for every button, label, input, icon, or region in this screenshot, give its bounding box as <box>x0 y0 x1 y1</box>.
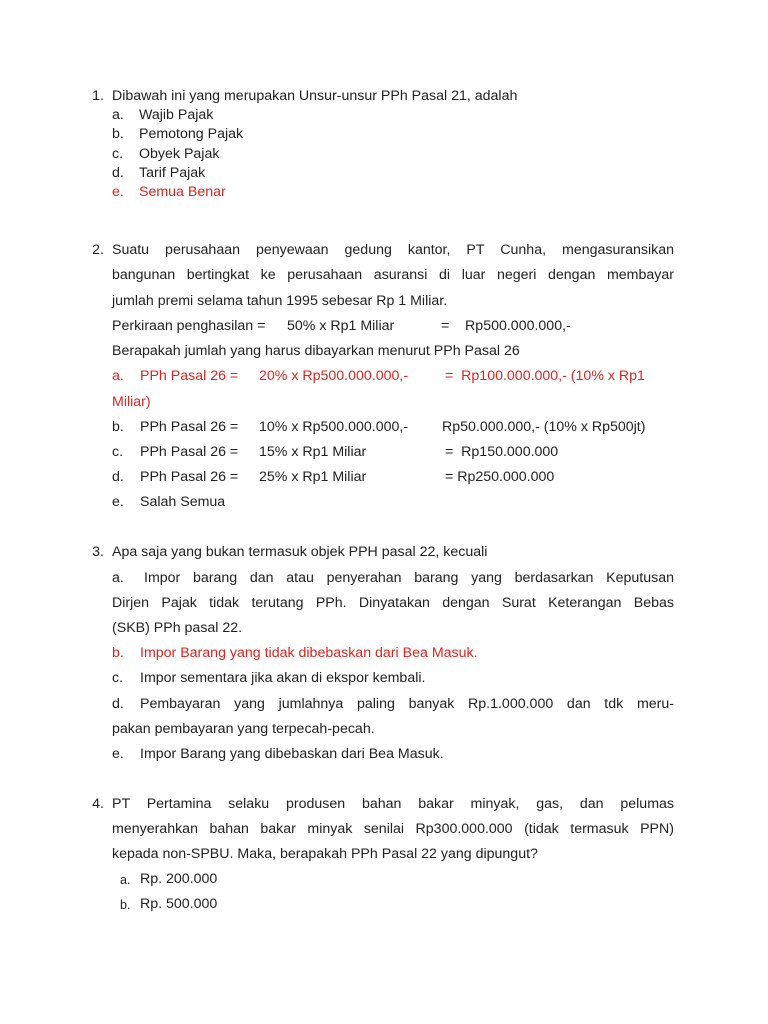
option-text-line: (SKB) PPh pasal 22. <box>112 620 243 636</box>
question-number: 1. <box>92 88 104 104</box>
option-label: PPh Pasal 26 = <box>140 444 239 460</box>
option-letter: a. <box>120 873 131 887</box>
option-text: Wajib Pajak <box>139 107 214 123</box>
option-formula: 25% x Rp1 Miliar <box>259 469 367 485</box>
option-formula: 20% x Rp500.000.000,- <box>259 368 409 384</box>
option-letter: d. <box>112 696 124 712</box>
option-result: = Rp100.000.000,- (10% x Rp1 <box>445 368 645 384</box>
option-result: = Rp250.000.000 <box>445 469 555 485</box>
option-letter: b. <box>112 126 124 142</box>
question-number: 3. <box>92 544 104 560</box>
option-letter: b. <box>120 898 131 912</box>
option-label: PPh Pasal 26 = <box>140 368 239 384</box>
option-letter: c. <box>112 444 124 460</box>
question-stem-line: menyerahkan bahan bakar minyak senilai Rp300.000.000 (tidak termasuk PPN) <box>112 821 674 837</box>
option-text: Rp. 500.000 <box>140 896 218 912</box>
correct-option-text: Semua Benar <box>139 184 226 200</box>
option-text: Rp. 200.000 <box>140 871 218 887</box>
estimate-result: = Rp500.000.000,- <box>441 318 571 334</box>
option-result: = Rp150.000.000 <box>445 444 559 460</box>
option-letter: d. <box>112 469 124 485</box>
option-letter: b. <box>112 419 124 435</box>
option-letter: c. <box>112 670 124 686</box>
question-number: 2. <box>92 242 104 258</box>
option-formula: 10% x Rp500.000.000,- <box>259 419 409 435</box>
option-continuation: Miliar) <box>112 394 151 410</box>
question-stem: Dibawah ini yang merupakan Unsur-unsur PPh Pasal 21, adalah <box>112 88 518 104</box>
option-text: Tarif Pajak <box>139 165 206 181</box>
option-letter: a. <box>112 570 124 586</box>
question-stem-line: kepada non-SPBU. Maka, berapakah PPh Pasal 22 yang dipungut? <box>112 846 538 862</box>
option-text: Impor sementara jika akan di ekspor kembali. <box>140 670 426 686</box>
question-stem-line: PT Pertamina selaku produsen bahan bakar minyak, gas, dan pelumas <box>112 796 674 812</box>
option-letter: c. <box>112 146 124 162</box>
option-text-line: Pembayaran yang jumlahnya paling banyak Rp.1.000.000 dan tdk meru- <box>140 696 674 712</box>
option-letter: d. <box>112 165 124 181</box>
option-text: Pemotong Pajak <box>139 126 244 142</box>
option-formula: 15% x Rp1 Miliar <box>259 444 367 460</box>
estimate-formula: 50% x Rp1 Miliar <box>287 318 395 334</box>
option-label: PPh Pasal 26 = <box>140 419 239 435</box>
correct-option-letter: b. <box>112 645 124 661</box>
question-stem: Apa saja yang bukan termasuk objek PPH pasal 22, kecuali <box>112 544 488 560</box>
question-stem-line: jumlah premi selama tahun 1995 sebesar Rp 1 Miliar. <box>112 293 448 309</box>
correct-option-text: Impor Barang yang tidak dibebaskan dari Bea Masuk. <box>140 645 478 661</box>
option-letter: a. <box>112 107 124 123</box>
estimate-label: Perkiraan penghasilan = <box>112 318 266 334</box>
correct-option-letter: e. <box>112 184 124 200</box>
option-text: Impor Barang yang dibebaskan dari Bea Masuk. <box>140 746 444 762</box>
option-letter: e. <box>112 746 124 762</box>
option-result: Rp50.000.000,- (10% x Rp500jt) <box>442 419 646 435</box>
option-text-line: Impor barang dan atau penyerahan barang yang berdasarkan Keputusan <box>144 570 674 586</box>
option-text-line: Dirjen Pajak tidak terutang PPh. Dinyatakan dengan Surat Keterangan Bebas <box>112 595 674 611</box>
question-prompt: Berapakah jumlah yang harus dibayarkan menurut PPh Pasal 26 <box>112 343 520 359</box>
option-text: Obyek Pajak <box>139 146 220 162</box>
option-text: Salah Semua <box>140 494 226 510</box>
correct-option-letter: a. <box>112 368 124 384</box>
question-stem-line: Suatu perusahaan penyewaan gedung kantor, PT Cunha, mengasuransikan <box>112 242 674 258</box>
option-letter: e. <box>112 494 124 510</box>
question-stem-line: bangunan bertingkat ke perusahaan asuransi di luar negeri dengan membayar <box>112 267 674 283</box>
option-text-line: pakan pembayaran yang terpecah-pecah. <box>112 721 375 737</box>
option-label: PPh Pasal 26 = <box>140 469 239 485</box>
question-number: 4. <box>92 796 104 812</box>
